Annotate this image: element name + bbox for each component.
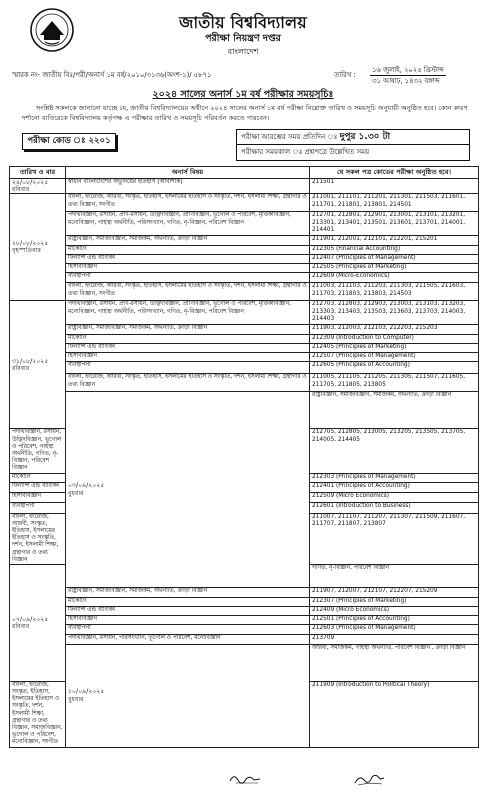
table-header-row (10, 167, 479, 179)
table-row (10, 344, 479, 353)
exam-start-row (237, 130, 469, 145)
table-body (10, 179, 479, 748)
table-row (10, 301, 479, 325)
university-name: জাতীয় বিশ্ববিদ্যালয় (179, 13, 307, 32)
date-label: তারিখ : (334, 71, 356, 79)
table-row (10, 255, 479, 264)
subject-cell: স্বাধীন বাংলাদেশের অভ্যুদয়ের ইতিহাস (আবশ্যিক) (66, 179, 310, 194)
subject-cell: মার্কেটিং (66, 597, 310, 606)
subject-cell: মার্কেটিং (10, 473, 66, 482)
paper-codes-cell: 212501 (Principles of Accounting) (310, 615, 479, 624)
subject-cell: পদার্থবিজ্ঞান, রসায়ন, প্রাণ-রসায়ন, উদ্ভিদবিজ্ঞান, প্রাণিবিজ্ঞান, ভূগোল ও পরিবেশ, মৃত্তিকাবিজ্ঞান, মনোবিজ্ঞান, গার্হস্থ্য অর্থনীতি, পরিসংখ্যান, গণিত, নৃ-বিজ্ঞান, পরিবেশ বিজ্ঞান (66, 301, 310, 325)
memo-reference: স্মারক নং- জাতীয় বিঃ/পরী/অনার্স ১ম বর্ষ/২০১০/৩১৩৬(অংশ-১)/ ৫৮৭১ (12, 71, 212, 79)
subject-cell: হিসাববিজ্ঞান (66, 264, 310, 273)
paper-codes-cell: 212407 (Principles of Management) (310, 255, 479, 264)
subject-cell: ব্যবস্থাপনা (10, 502, 66, 513)
subject-cell: বাংলা, ইংরেজি, আরবী, সংস্কৃত, ইতিহাস, ইসলামের ইতিহাস ও সংস্কৃতি, দর্শন, ইসলামী শিক্ষা, গ্রন্থাগার ও তথ্য বিজ্ঞান, সংগীত (66, 194, 310, 212)
exam-date-cell: ২৪/০৮/২০২৫ রবিবার (10, 179, 66, 194)
paper-codes-cell: 212701, 212801, 212901, 213001, 213101, 213201, 213301, 213401, 213501, 213601, 213701, 214001, 214401 (310, 212, 479, 236)
date-block (370, 65, 446, 86)
exam-start-value: দুপুর ১.৩০ টা (339, 132, 391, 142)
office-name: পরীক্ষা নিয়ন্ত্রণ দপ্তর (205, 33, 281, 44)
subject-cell: ব্যবস্থাপনা (66, 624, 310, 634)
table-row (10, 587, 479, 597)
subject-cell: পদার্থবিজ্ঞান, রসায়ন, প্রাণ-রসায়ন, উদ্ভিদবিজ্ঞান, প্রাণিবিজ্ঞান, ভূগোল ও পরিবেশ, মৃত্তিকাবিজ্ঞান, মনোবিজ্ঞান, গার্হস্থ্য অর্থনীতি, পরিসংখ্যান, গণিত, নৃ-বিজ্ঞান, পরিবেশ বিজ্ঞান (66, 212, 310, 236)
paper-codes-cell: 212307 (Principles of Marketing) (310, 597, 479, 606)
paper-codes-cell: 212505 (Principles of Marketing) (310, 264, 479, 273)
paper-codes-cell: 212703, 212803, 212903, 213003, 213103, 213203, 213303, 213403, 213503, 213603, 213703, 214003, 214403 (310, 301, 479, 325)
subject-cell: বাংলা, ইংরেজি, আরবী, সংস্কৃত, ইতিহাস, ইসলামের ইতিহাস ও সংস্কৃতি, দর্শন, ইসলামী শিক্ষা, গ্রন্থাগার ও তথ্য বিজ্ঞান (10, 513, 66, 564)
exam-duration-row (237, 145, 469, 160)
subject-cell: পদার্থবিজ্ঞান, রসায়ন, পরিসংখ্যান, ভূগোল ও পরিবেশ, মনোবিজ্ঞান (66, 634, 310, 644)
table-row (10, 624, 479, 634)
date-bangla: ৩১ আষাঢ়, ১৪৩২ বঙ্গাব্দ (372, 77, 440, 85)
subject-cell: ব্যবস্থাপনা (66, 362, 310, 374)
paper-codes-cell: 212401 (Principles of Accounting) (310, 482, 479, 492)
subject-cell: ফিন্যান্স এন্ড ব্যাংকিং (66, 606, 310, 615)
paper-codes-cell: 212509 (Micro Economics) (310, 492, 479, 502)
exam-start-label: পরীক্ষা আরম্ভের সময় প্রতিদিন ঃ (241, 133, 338, 141)
table-row (10, 246, 479, 255)
table-row (10, 325, 479, 335)
paper-codes-cell: 211003, 211103, 211203, 211303, 211505, 211603, 211703, 211803, 213803, 214503 (310, 283, 479, 301)
paper-codes-cell: 211501 (310, 179, 479, 194)
subject-cell: বাংলা, ইংরেজি, সংস্কৃত, ইতিহাস, ইসলামের ইতিহাস ও সংস্কৃতি, দর্শন, ইসলামী শিক্ষা, গ্রন্থাগার ও তথ্য বিজ্ঞান, সমাজবিজ্ঞান, ভূগোল ও পরিবেশ, মনোবিজ্ঞান, সংগীত (10, 681, 66, 747)
exam-code-box: পরীক্ষা কোড ঃ ২২০১ (22, 133, 116, 150)
paper-codes-cell: 212609 (Micro-Economics) (310, 273, 479, 283)
table-row (10, 212, 479, 236)
paper-codes-cell: 212405 (Principles of Marketing) (310, 344, 479, 353)
notice-title: ২০২৪ সালের অনার্স ১ম বর্ষ পরীক্ষার সময়সূচিঃ (152, 89, 334, 100)
subject-cell: আরবী, সমাজকর্ম, গার্হস্থ্য অর্থনীতি, পরিবেশ বিজ্ঞান , ক্রীড়া বিজ্ঞান (310, 644, 479, 681)
paper-codes-cell: 211907, 212007, 212107, 212207, 215209 (310, 587, 479, 597)
paper-codes-cell: 211903, 212003, 212103, 212203, 215203 (310, 325, 479, 335)
exam-date-cell: ০৩/০৯/২০২৫ বুধবার (66, 392, 310, 587)
paper-codes-cell: 212309 (Introduction to Computer) (310, 335, 479, 344)
table-row (10, 634, 479, 644)
subject-cell: রাষ্ট্রবিজ্ঞান, সমাজবিজ্ঞান, সমাজকর্ম, অর্থনীতি, ক্রীড়া বিজ্ঞান (66, 587, 310, 597)
paper-codes-cell: 211005, 211105, 211205, 211305, 211507, 211605, 211705, 211805, 213805 (310, 374, 479, 392)
country-name: বাংলাদেশ (227, 47, 259, 56)
signature-2 (352, 771, 386, 787)
exam-time-box (236, 129, 470, 161)
table-row (10, 264, 479, 273)
subject-cell: হিসাববিজ্ঞান (66, 353, 310, 362)
subject-cell: বাংলা, ইংরেজি, আরবী, সংস্কৃত, ইতিহাস, ইসলামের ইতিহাস ও সংস্কৃতি, দর্শন, ইসলামী শিক্ষা, গ্রন্থাগার ও তথ্য বিজ্ঞান, সংগীত (66, 283, 310, 301)
col-header-codes: যে সকল পত্র কোডের পরীক্ষা অনুষ্ঠিত হবে। (310, 167, 479, 179)
table-row (10, 362, 479, 374)
subject-cell: হিসাববিজ্ঞান (10, 492, 66, 502)
subject-cell: ফিন্যান্স এন্ড ব্যাংকিং (66, 255, 310, 264)
subject-cell: রাষ্ট্রবিজ্ঞান, সমাজবিজ্ঞান, সমাজকর্ম, অর্থনীতি, ক্রীড়া বিজ্ঞান (66, 236, 310, 246)
paper-codes-cell: 213709 (310, 634, 479, 644)
table-row (10, 374, 479, 392)
paper-codes-cell: 212603 (Principles of Management) (310, 624, 479, 634)
paper-codes-cell: 211909 (Introduction to Political Theory) (310, 681, 479, 747)
subject-cell: গণিত, নৃ-বিজ্ঞান, পরিবেশ বিজ্ঞান (310, 565, 479, 588)
table-row (10, 606, 479, 615)
signature-1 (228, 771, 262, 785)
col-header-date: তারিখ ও বার (10, 167, 66, 179)
paper-codes-cell: 211001, 211101, 211201, 211301, 211503, 211601, 211701, 211801, 213801, 214501 (310, 194, 479, 212)
table-row (10, 273, 479, 283)
table-row (10, 194, 479, 212)
exam-date-cell: ০৭/০৯/২০২৫ রবিবার (10, 565, 66, 682)
paper-codes-cell: 211901, 212001, 212101, 212201, 215201 (310, 236, 479, 246)
table-row (10, 392, 479, 429)
exam-date-cell: ১০/০৯/২০২৫ বুধবার (66, 644, 310, 747)
subject-cell: রাষ্ট্রবিজ্ঞান, সমাজবিজ্ঞান, সমাজকর্ম, অর্থনীতি, ক্রীড়া বিজ্ঞান (66, 325, 310, 335)
table-row (10, 353, 479, 362)
table-row (10, 597, 479, 606)
col-header-subject: অনার্স বিষয় (66, 167, 310, 179)
table-row (10, 283, 479, 301)
exam-date-cell: ২৮/০৮/২০২৫ বৃহস্পতিবার (10, 194, 66, 301)
exam-duration-value: প্রশ্নপত্রে উল্লেখিত সময় (304, 148, 370, 156)
paper-codes-cell: 211007, 211107, 211207, 211307, 211509, 211607, 211707, 211807, 213807 (310, 513, 479, 564)
subject-cell: রাষ্ট্রবিজ্ঞান, সমাজবিজ্ঞান, সমাজকর্ম, অর্থনীতি, ক্রীড়া বিজ্ঞান (310, 392, 479, 429)
subject-cell: ব্যবস্থাপনা (66, 273, 310, 283)
table-row (10, 179, 479, 194)
exam-schedule-table (9, 166, 479, 748)
paper-codes-cell: 212409 (Micro Economics) (310, 606, 479, 615)
subject-cell: মার্কেটিং (66, 335, 310, 344)
paper-codes-cell: 212601 (Introduction to Business) (310, 502, 479, 513)
paper-codes-cell: 212305 (Financial Accounting) (310, 246, 479, 255)
subject-cell: পদার্থবিজ্ঞান, রসায়ন, উদ্ভিদবিজ্ঞান, ভূগোল ও পরিবেশ, গার্হস্থ্য অর্থনীতি, গণিত, নৃ-বিজ্ঞান, পরিবেশ বিজ্ঞান (10, 429, 66, 473)
paper-codes-cell: 212605 (Principles of Accounting) (310, 362, 479, 374)
subject-cell: বাংলা, ইংরেজি, আরবী, সংস্কৃত, ইতিহাস, ইসলামের ইতিহাস ও সংস্কৃতি, দর্শন, ইসলামী শিক্ষা, গ্রন্থাগার ও তথ্য বিজ্ঞান (66, 374, 310, 392)
date-gregorian: ১৬ জুলাই, ২০২৫ খ্রিস্টাব্দ (372, 66, 444, 74)
subject-cell: ফিন্যান্স এন্ড ব্যাংকিং (66, 344, 310, 353)
paper-codes-cell: 212303 (Principles of Management) (310, 473, 479, 482)
subject-cell: মার্কেটিং (66, 246, 310, 255)
subject-cell: হিসাববিজ্ঞান (66, 615, 310, 624)
subject-cell: ফিন্যান্স এন্ড ব্যাংকিং (10, 482, 66, 492)
paper-codes-cell: 212705, 212805, 213005, 213205, 213505, 213705, 214005, 214405 (310, 429, 479, 473)
exam-date-cell: ৩১/০৮/২০২৫ রবিবার (10, 301, 66, 429)
table-row (10, 615, 479, 624)
exam-duration-label: পরীক্ষার সময়কাল ঃ (241, 148, 303, 156)
table-row (10, 236, 479, 246)
table-row (10, 335, 479, 344)
paper-codes-cell: 212507 (Principles of Management) (310, 353, 479, 362)
notice-intro: সংশ্লিষ্ট সকলকে জানানো যাচ্ছে যে, জাতীয় বিশ্ববিদ্যালয়ের অধীনে ২০২৪ সালের অনার্স ১ম বর্ষ পরীক্ষা নিম্নোক্ত তারিখ ও সময়সূচি অনুযায়ী অনুষ্ঠিত হবে। কোন কারণ দর্শানো ব্যতিরেকে বিশ্ববিদ্যালয় কর্তৃপক্ষ এ পরীক্ষার তারিখ ও সময়সূচি পরিবর্তন করতে পারবেন। (22, 104, 468, 122)
table-row (10, 644, 479, 681)
